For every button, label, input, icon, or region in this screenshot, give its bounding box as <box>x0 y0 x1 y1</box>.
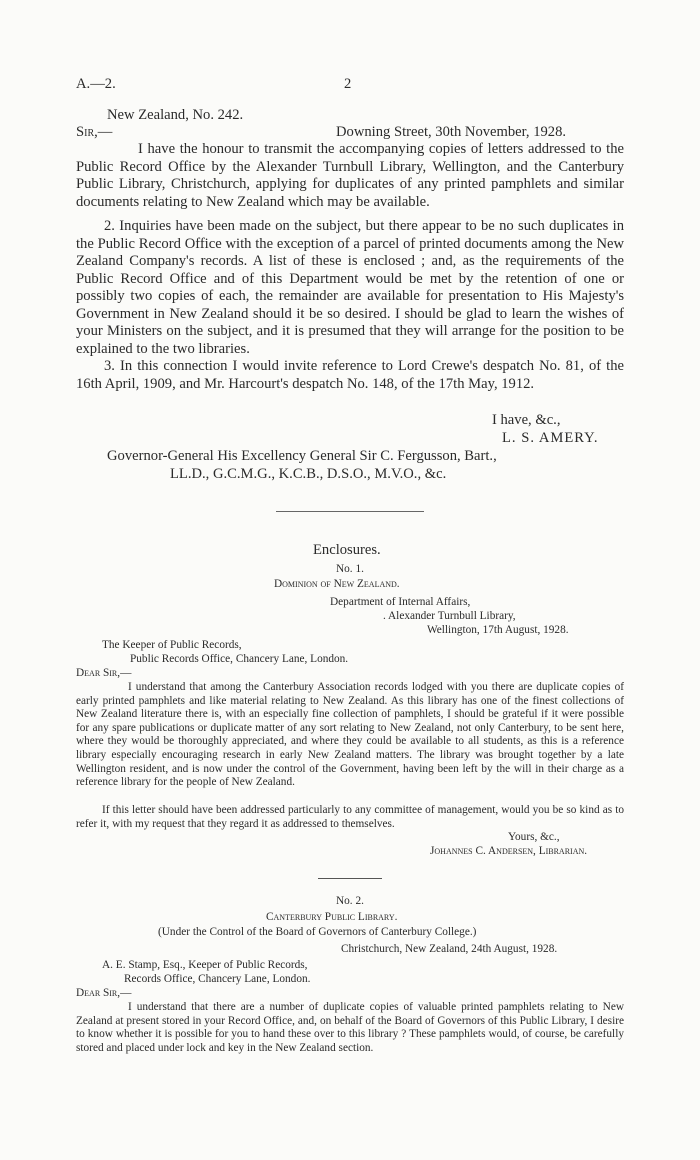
enclosure-2-addressee-2: Records Office, Chancery Lane, London. <box>124 973 311 985</box>
despatch-signature: L. S. AMERY. <box>502 430 599 446</box>
despatch-salutation: Sir,— <box>76 124 113 140</box>
enclosure-1-addressee-1: The Keeper of Public Records, <box>102 639 242 651</box>
enclosure-1-library: . Alexander Turnbull Library, <box>383 610 516 622</box>
enclosures-heading: Enclosures. <box>313 542 381 558</box>
enclosure-1-dept: Department of Internal Affairs, <box>330 596 471 608</box>
despatch-closing: I have, &c., <box>492 412 561 428</box>
page-reference: A.—2. <box>76 76 116 92</box>
enclosure-1-signature: Johannes C. Andersen, Librarian. <box>430 845 588 857</box>
enclosure-1-body-1: I understand that among the Canterbury Association records lodged with you there are duplicate copies of early printed pamphlets and like material relating to New Zealand. As this library has one of the finest collections of New Zealand literature there is, with an especially fine collection of pamphlets, I should be grateful if it were possible for any spare publications or duplicate matter of any sort relating to New Zealand, not only Canterbury, to be sent here, where they would be thoroughly appreciated, and where they could be available to all students, as this is a reference library especially encouraging research in early New Zealand matters. The library was brought together by a late Wellington resident, and is now under the control of the Government, having been left by the will in their charge as a reference library for the people of New Zealand. <box>76 681 624 789</box>
enclosure-1-body-2: If this letter should have been addressed particularly to any committee of management, would you be so kind as to refer it, with my request that they regard it as addressed to themselves. <box>76 804 624 830</box>
enclosure-2-salutation: Dear Sir,— <box>76 987 132 999</box>
enclosure-1-place-date: Wellington, 17th August, 1928. <box>427 624 569 636</box>
despatch-addressee-line-1: Governor-General His Excellency General Sir C. Fergusson, Bart., <box>107 448 497 464</box>
section-divider <box>276 511 424 512</box>
enclosure-1-number: No. 1. <box>336 563 364 575</box>
enclosure-1-addressee-2: Public Records Office, Chancery Lane, London. <box>130 653 349 665</box>
despatch-place-date: Downing Street, 30th November, 1928. <box>336 124 567 140</box>
despatch-paragraph-2: 2. Inquiries have been made on the subject, but there appear to be no such duplicates in the Public Record Office with the exception of a parcel of printed documents among the New Zealand Company's records. A list of these is enclosed ; and, as the requirements of the Public Record Office and of this Department would be met by the retention of one or possibly two copies of each, the remainder are available for presentation to His Majesty's Government in New Zealand should it be so desired. I should be glad to learn the wishes of your Ministers on the subject, and it is presumed that they will arrange for the position to be explained to the two libraries. <box>76 218 624 357</box>
enclosure-2-number: No. 2. <box>336 895 364 907</box>
despatch-paragraph-1: I have the honour to transmit the accompanying copies of letters addressed to the Public Record Office by the Alexander Turnbull Library, Wellington, and the Canterbury Public Library, Christchurch, applying for duplicates of any printed pamphlets and similar documents relating to New Zealand which may be available. <box>76 141 624 210</box>
enclosure-1-salutation: Dear Sir,— <box>76 667 132 679</box>
enclosure-divider <box>318 878 382 879</box>
enclosure-1-org: Dominion of New Zealand. <box>274 578 400 590</box>
enclosure-2-place-date: Christchurch, New Zealand, 24th August, 1928. <box>341 943 558 955</box>
despatch-paragraph-3: 3. In this connection I would invite reference to Lord Crewe's despatch No. 81, of the 16th April, 1909, and Mr. Harcourt's despatch No. 148, of the 17th May, 1912. <box>76 358 624 392</box>
enclosure-2-org: Canterbury Public Library. <box>266 911 398 923</box>
enclosure-2-addressee-1: A. E. Stamp, Esq., Keeper of Public Records, <box>102 959 308 971</box>
despatch-heading: New Zealand, No. 242. <box>107 107 244 123</box>
despatch-addressee-line-2: LL.D., G.C.M.G., K.C.B., D.S.O., M.V.O., &c. <box>170 466 447 482</box>
enclosure-2-control: (Under the Control of the Board of Governors of Canterbury College.) <box>158 926 477 938</box>
page-number: 2 <box>344 76 352 92</box>
enclosure-1-closing: Yours, &c., <box>508 831 560 843</box>
enclosure-2-body: I understand that there are a number of duplicate copies of valuable printed pamphlets relating to New Zealand at present stored in your Record Office, and, on behalf of the Board of Governors of this Public Library, I desire to know whether it is possible for you to hand these over to this library ? These pamphlets would, of course, be carefully stored and placed under lock and key in the New Zealand section. <box>76 1001 624 1054</box>
